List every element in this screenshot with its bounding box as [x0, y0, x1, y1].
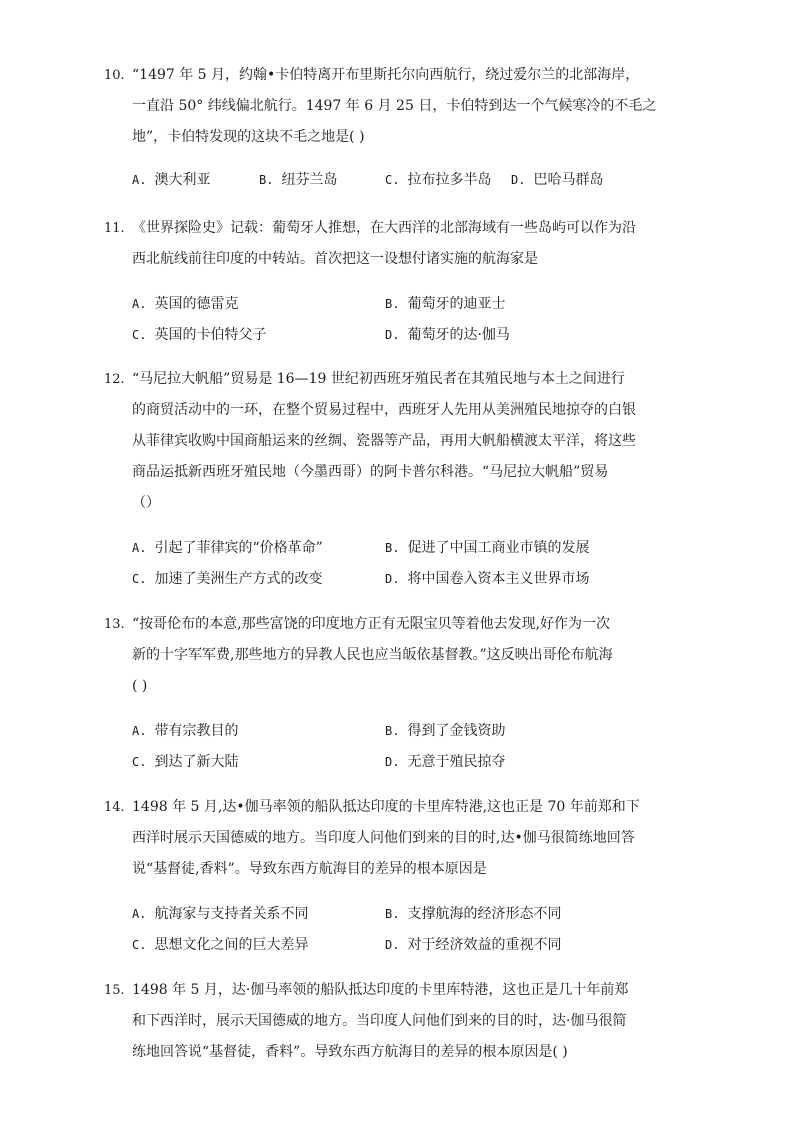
question-stem-line: （）: [132, 495, 160, 511]
question-stem-line: 和下西洋时，展示天国德威的地方。当印度人问他们到来的目的时，达·伽马很简: [132, 1013, 627, 1029]
option-c[interactable]: C. 到达了新大陆: [132, 754, 239, 770]
question-stem-line: 从菲律宾收购中国商船运来的丝绸、瓷器等产品，再用大帆船横渡太平洋，将这些: [132, 433, 636, 449]
option-d[interactable]: D. 无意于殖民掠夺: [385, 754, 506, 770]
question-stem-line: “1497 年 5 月，约翰•卡伯特离开布里斯托尔向西航行，绕过爱尔兰的北部海岸，: [132, 67, 640, 83]
option-c[interactable]: C. 思想文化之间的巨大差异: [132, 937, 309, 953]
question-stem-line: 西北航线前往印度的中转站。首次把这一设想付诸实施的航海家是: [132, 251, 538, 267]
option-a[interactable]: A. 带有宗教目的: [132, 723, 239, 739]
question-13: [104, 609, 672, 778]
question-stem-line: 1498 年 5 月，达·伽马率领的船队抵达印度的卡里库特港，这也正是几十年前郑: [132, 982, 629, 998]
option-a[interactable]: A. 引起了菲律宾的“价格革命”: [132, 540, 323, 556]
question-15: [104, 975, 672, 1068]
option-d[interactable]: D. 巴哈马群岛: [511, 172, 604, 188]
option-b[interactable]: B. 支撑航海的经济形态不同: [385, 906, 562, 922]
options-grid: [132, 899, 672, 961]
option-b[interactable]: B. 得到了金钱资助: [385, 723, 506, 739]
option-a[interactable]: A. 澳大利亚: [132, 172, 211, 188]
option-c[interactable]: C. 加速了美洲生产方式的改变: [132, 571, 323, 587]
question-12: [104, 364, 672, 595]
option-d[interactable]: D. 将中国卷入资本主义世界市场: [385, 571, 590, 587]
question-stem-line: “马尼拉大帆船”贸易是 16—19 世纪初西班牙殖民者在其殖民地与本土之间进行: [132, 371, 625, 387]
question-number: 13.: [104, 617, 125, 632]
question-stem-line: 商品运抵新西班牙殖民地（今墨西哥）的阿卡普尔科港。“马尼拉大帆船”贸易: [132, 464, 609, 480]
question-number: 12.: [104, 372, 125, 387]
options-row: [132, 165, 672, 196]
option-b[interactable]: B. 纽芬兰岛: [259, 172, 338, 188]
question-stem-line: 《世界探险史》记载：葡萄牙人推想，在大西洋的北部海域有一些岛屿可以作为沿: [132, 220, 636, 236]
question-number: 11.: [104, 221, 125, 236]
option-a[interactable]: A. 英国的德雷克: [132, 296, 239, 312]
question-stem-line: 一直沿 50° 纬线偏北航行。1497 年 6 月 25 日，卡伯特到达一个气候寒冷的不毛之: [132, 98, 657, 114]
question-stem-line: 西洋时展示天国德威的地方。当印度人问他们到来的目的时,达•伽马很简练地回答: [132, 830, 635, 846]
option-c[interactable]: C. 拉布拉多半岛: [385, 172, 492, 188]
options-grid: [132, 533, 672, 595]
question-stem-line: ( ): [132, 678, 148, 694]
option-d[interactable]: D. 对于经济效益的重视不同: [385, 937, 562, 953]
question-stem-line: 地”，卡伯特发现的这块不毛之地是( ): [132, 129, 365, 145]
options-grid: [132, 289, 672, 351]
question-number: 10.: [104, 68, 125, 83]
option-a[interactable]: A. 航海家与支持者关系不同: [132, 906, 309, 922]
question-number: 14.: [104, 800, 125, 815]
question-stem-line: “按哥伦布的本意,那些富饶的印度地方正有无限宝贝等着他去发现,好作为一次: [132, 616, 611, 632]
question-stem-line: 新的十字军军费,那些地方的异教人民也应当皈依基督教。”这反映出哥伦布航海: [132, 647, 613, 663]
option-b[interactable]: B. 促进了中国工商业市镇的发展: [385, 540, 590, 556]
options-grid: [132, 716, 672, 778]
option-d[interactable]: D. 葡萄牙的达·伽马: [385, 327, 510, 343]
question-stem-line: 说“基督徒,香料”。导致东西方航海目的差异的根本原因是: [132, 861, 487, 877]
option-c[interactable]: C. 英国的卡伯特父子: [132, 327, 267, 343]
question-stem-line: 练地回答说“基督徒，香料”。导致东西方航海目的差异的根本原因是( ): [132, 1044, 568, 1060]
question-11: [104, 213, 672, 351]
question-number: 15.: [104, 983, 125, 998]
question-10: [104, 60, 672, 196]
option-b[interactable]: B. 葡萄牙的迪亚士: [385, 296, 506, 312]
question-stem-line: 1498 年 5 月,达•伽马率领的船队抵达印度的卡里库特港,这也正是 70 年前郑和下: [132, 799, 640, 815]
question-stem-line: 的商贸活动中的一环，在整个贸易过程中，西班牙人先用从美洲殖民地掠夺的白银: [132, 402, 636, 418]
question-14: [104, 792, 672, 961]
